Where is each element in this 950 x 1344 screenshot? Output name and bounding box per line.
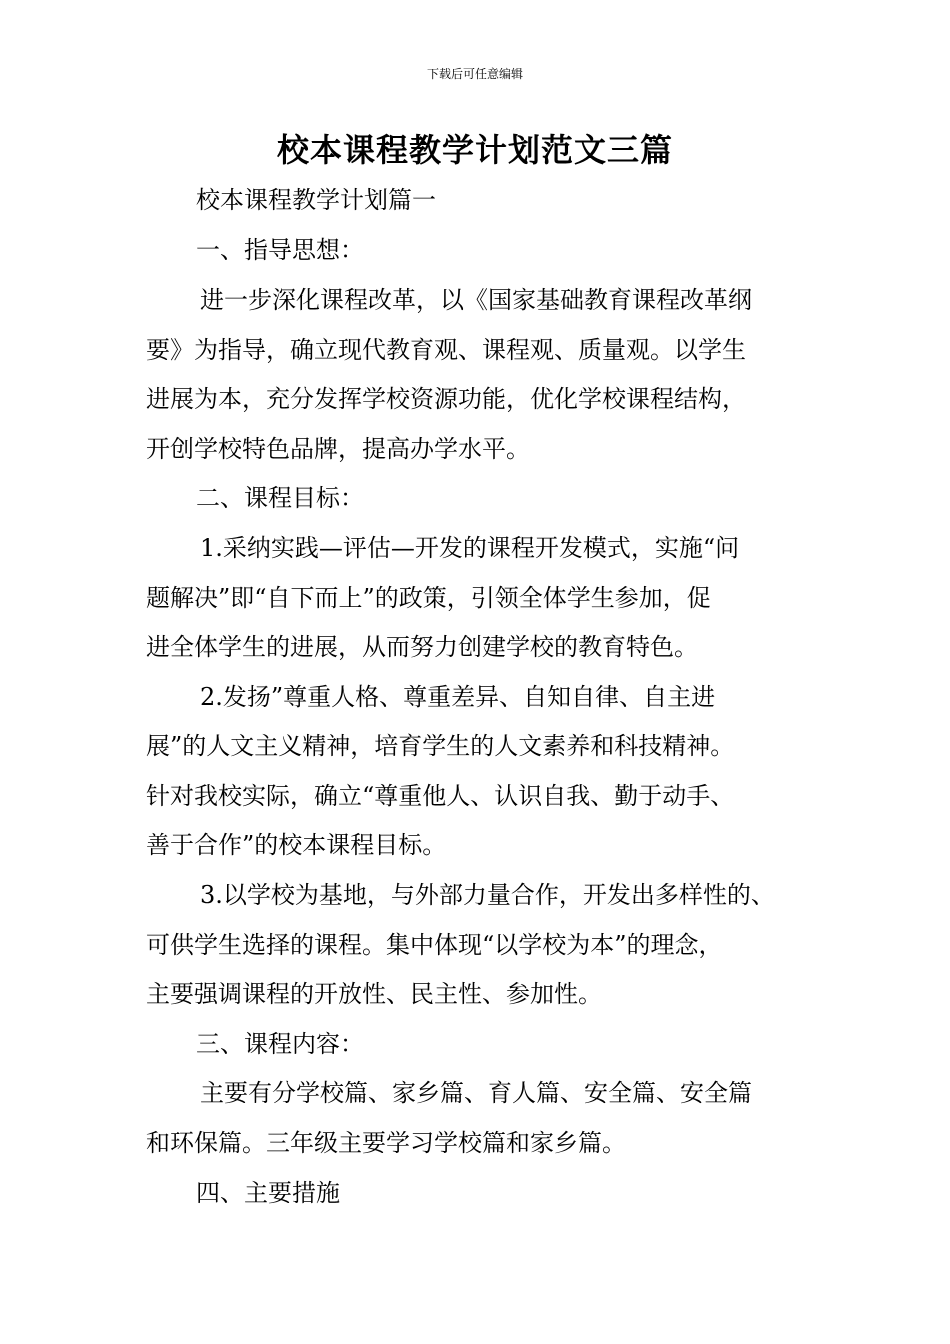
paragraph-line: 进全体学生的进展，从而努力创建学校的教育特色。 [146, 633, 698, 661]
page-header-note: 下载后可任意编辑 [426, 67, 523, 81]
section-subtitle: 校本课程教学计划篇一 [196, 186, 436, 214]
paragraph-line: 进展为本，充分发挥学校资源功能，优化学校课程结构， [146, 385, 746, 413]
heading-main-measures: 四、主要措施 [196, 1179, 340, 1207]
paragraph-line: 展”的人文主义精神，培育学生的人文素养和科技精神。 [146, 732, 735, 760]
paragraph-line: 2.发扬”尊重人格、尊重差异、自知自律、自主进 [200, 683, 716, 711]
paragraph-line: 主要有分学校篇、家乡篇、育人篇、安全篇、安全篇 [200, 1079, 752, 1107]
paragraph-line: 题解决”即“自下而上”的政策，引领全体学生参加，促 [146, 584, 711, 612]
heading-course-content: 三、课程内容： [196, 1030, 364, 1058]
paragraph-line: 可供学生选择的课程。集中体现“以学校为本”的理念， [146, 931, 723, 959]
paragraph-line: 主要强调课程的开放性、民主性、参加性。 [146, 980, 602, 1008]
paragraph-line: 进一步深化课程改革，以《国家基础教育课程改革纲 [200, 286, 752, 314]
paragraph-line: 要》为指导，确立现代教育观、课程观、质量观。以学生 [146, 336, 746, 364]
paragraph-line: 开创学校特色品牌，提高办学水平。 [146, 435, 530, 463]
paragraph-line: 针对我校实际，确立“尊重他人、认识自我、勤于动手、 [146, 782, 735, 810]
heading-guiding-ideology: 一、指导思想： [196, 236, 364, 264]
heading-course-goals: 二、课程目标： [196, 484, 364, 512]
paragraph-line: 善于合作”的校本课程目标。 [146, 831, 447, 859]
document-title: 校本课程教学计划范文三篇 [276, 131, 673, 169]
paragraph-line: 和环保篇。三年级主要学习学校篇和家乡篇。 [146, 1129, 626, 1157]
paragraph-line: 1.采纳实践—评估—开发的课程开发模式，实施“问 [200, 534, 740, 562]
paragraph-line: 3.以学校为基地，与外部力量合作，开发出多样性的、 [200, 881, 775, 909]
